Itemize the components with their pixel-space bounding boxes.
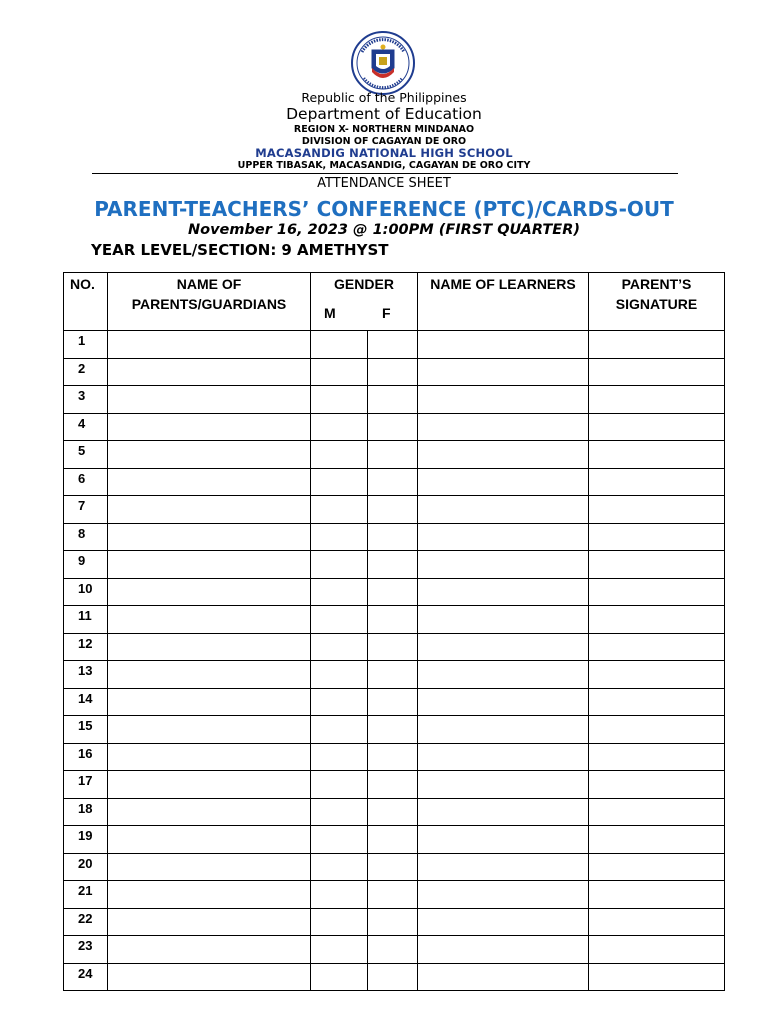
signature-cell[interactable]	[589, 963, 725, 991]
deped-seal-logo	[348, 30, 418, 96]
learner-name-cell[interactable]	[418, 413, 589, 441]
gender-f-cell[interactable]	[368, 413, 418, 441]
sheet-date: November 16, 2023 @ 1:00PM (FIRST QUARTER)	[187, 222, 580, 238]
learner-name-cell[interactable]	[418, 578, 589, 606]
gender-m-cell[interactable]	[311, 688, 368, 716]
parent-name-cell[interactable]	[108, 688, 311, 716]
row-number: 7	[64, 496, 108, 524]
parent-name-cell[interactable]	[108, 798, 311, 826]
signature-cell[interactable]	[589, 881, 725, 909]
row-number: 14	[64, 688, 108, 716]
learner-name-cell[interactable]	[418, 826, 589, 854]
gender-f-cell[interactable]	[368, 331, 418, 359]
gender-m-cell[interactable]	[311, 908, 368, 936]
parent-name-cell[interactable]	[108, 853, 311, 881]
signature-cell[interactable]	[589, 606, 725, 634]
gender-f-cell[interactable]	[368, 441, 418, 469]
learner-name-cell[interactable]	[418, 661, 589, 689]
parent-name-cell[interactable]	[108, 661, 311, 689]
signature-cell[interactable]	[589, 633, 725, 661]
table-row	[64, 771, 725, 799]
parent-name-cell[interactable]	[108, 413, 311, 441]
signature-cell[interactable]	[589, 331, 725, 359]
gender-m-cell[interactable]	[311, 881, 368, 909]
parent-name-cell[interactable]	[108, 551, 311, 579]
learner-name-cell[interactable]	[418, 798, 589, 826]
gender-f-cell[interactable]	[368, 358, 418, 386]
gender-m-cell[interactable]	[311, 413, 368, 441]
gender-f-cell[interactable]	[368, 826, 418, 854]
signature-cell[interactable]	[589, 743, 725, 771]
learner-name-cell[interactable]	[418, 908, 589, 936]
gender-m-cell[interactable]	[311, 386, 368, 414]
signature-cell[interactable]	[589, 358, 725, 386]
region-line: REGION X- NORTHERN MINDANAO	[293, 124, 475, 135]
signature-cell[interactable]	[589, 771, 725, 799]
gender-f-cell[interactable]	[368, 963, 418, 991]
table-row	[64, 881, 725, 909]
signature-cell[interactable]	[589, 826, 725, 854]
table-row	[64, 716, 725, 744]
table-row	[64, 661, 725, 689]
gender-f-cell[interactable]	[368, 551, 418, 579]
row-number: 2	[64, 358, 108, 386]
signature-cell[interactable]	[589, 468, 725, 496]
parent-name-cell[interactable]	[108, 441, 311, 469]
department-name: Department of Education	[286, 105, 482, 123]
gender-m-cell[interactable]	[311, 358, 368, 386]
parent-name-cell[interactable]	[108, 716, 311, 744]
gender-f-cell[interactable]	[368, 386, 418, 414]
learner-name-cell[interactable]	[418, 551, 589, 579]
parent-name-cell[interactable]	[108, 936, 311, 964]
gender-f-cell[interactable]	[368, 523, 418, 551]
table-row	[64, 826, 725, 854]
gender-f-cell[interactable]	[368, 688, 418, 716]
row-number: 4	[64, 413, 108, 441]
parent-name-cell[interactable]	[108, 963, 311, 991]
gender-f-cell[interactable]	[368, 606, 418, 634]
col-gender-header: GENDER M F	[311, 273, 418, 331]
signature-cell[interactable]	[589, 798, 725, 826]
signature-cell[interactable]	[589, 413, 725, 441]
row-number: 13	[64, 661, 108, 689]
learner-name-cell[interactable]	[418, 523, 589, 551]
learner-name-cell[interactable]	[418, 331, 589, 359]
parent-name-cell[interactable]	[108, 908, 311, 936]
parent-name-cell[interactable]	[108, 826, 311, 854]
table-row	[64, 441, 725, 469]
row-number: 19	[64, 826, 108, 854]
gender-f-cell[interactable]	[368, 798, 418, 826]
learner-name-cell[interactable]	[418, 881, 589, 909]
school-address: UPPER TIBASAK, MACASANDIG, CAGAYAN DE ORO CITY	[237, 160, 531, 171]
parent-name-cell[interactable]	[108, 523, 311, 551]
row-number: 23	[64, 936, 108, 964]
learner-name-cell[interactable]	[418, 963, 589, 991]
gender-m-label: M	[324, 305, 336, 321]
row-number: 18	[64, 798, 108, 826]
gender-f-cell[interactable]	[368, 936, 418, 964]
gender-f-cell[interactable]	[368, 716, 418, 744]
table-row	[64, 853, 725, 881]
learner-name-cell[interactable]	[418, 688, 589, 716]
table-row	[64, 633, 725, 661]
table-row	[64, 331, 725, 359]
gender-f-cell[interactable]	[368, 633, 418, 661]
gender-m-cell[interactable]	[311, 661, 368, 689]
parent-name-cell[interactable]	[108, 331, 311, 359]
row-number: 8	[64, 523, 108, 551]
sheet-title: PARENT-TEACHERS’ CONFERENCE (PTC)/CARDS-OUT	[94, 197, 674, 221]
gender-f-cell[interactable]	[368, 771, 418, 799]
parent-name-cell[interactable]	[108, 358, 311, 386]
row-number: 22	[64, 908, 108, 936]
parent-name-cell[interactable]	[108, 468, 311, 496]
table-header-row	[64, 273, 725, 331]
gender-m-cell[interactable]	[311, 633, 368, 661]
row-number: 15	[64, 716, 108, 744]
table-row	[64, 523, 725, 551]
signature-cell[interactable]	[589, 688, 725, 716]
table-row	[64, 496, 725, 524]
signature-cell[interactable]	[589, 496, 725, 524]
gender-f-cell[interactable]	[368, 908, 418, 936]
republic-line: Republic of the Philippines	[301, 90, 467, 105]
parent-name-cell[interactable]	[108, 606, 311, 634]
gender-m-cell[interactable]	[311, 523, 368, 551]
gender-m-cell[interactable]	[311, 963, 368, 991]
learner-name-cell[interactable]	[418, 441, 589, 469]
parent-name-cell[interactable]	[108, 881, 311, 909]
learner-name-cell[interactable]	[418, 771, 589, 799]
table-row	[64, 358, 725, 386]
table-row	[64, 908, 725, 936]
table-row	[64, 606, 725, 634]
learner-name-cell[interactable]	[418, 358, 589, 386]
row-number: 20	[64, 853, 108, 881]
learner-name-cell[interactable]	[418, 716, 589, 744]
section-label: YEAR LEVEL/SECTION:	[91, 241, 277, 259]
row-number: 12	[64, 633, 108, 661]
gender-m-cell[interactable]	[311, 606, 368, 634]
parent-name-cell[interactable]	[108, 496, 311, 524]
gender-f-cell[interactable]	[368, 661, 418, 689]
gender-m-cell[interactable]	[311, 936, 368, 964]
signature-cell[interactable]	[589, 386, 725, 414]
table-row	[64, 936, 725, 964]
gender-f-cell[interactable]	[368, 468, 418, 496]
signature-cell[interactable]	[589, 853, 725, 881]
learner-name-cell[interactable]	[418, 468, 589, 496]
col-name-header: NAME OF PARENTS/GUARDIANS	[108, 273, 311, 331]
table-row	[64, 386, 725, 414]
row-number: 10	[64, 578, 108, 606]
gender-m-cell[interactable]	[311, 496, 368, 524]
row-number: 6	[64, 468, 108, 496]
signature-cell[interactable]	[589, 661, 725, 689]
col-signature-header: PARENT’S SIGNATURE	[589, 273, 725, 331]
gender-m-cell[interactable]	[311, 743, 368, 771]
gender-m-cell[interactable]	[311, 551, 368, 579]
row-number: 21	[64, 881, 108, 909]
parent-name-cell[interactable]	[108, 743, 311, 771]
gender-m-cell[interactable]	[311, 798, 368, 826]
gender-f-cell[interactable]	[368, 853, 418, 881]
row-number: 24	[64, 963, 108, 991]
gender-f-label: F	[382, 305, 391, 321]
parent-name-cell[interactable]	[108, 633, 311, 661]
row-number: 1	[64, 331, 108, 359]
table-row	[64, 413, 725, 441]
parent-name-cell[interactable]	[108, 578, 311, 606]
attendance-table	[63, 272, 725, 991]
signature-cell[interactable]	[589, 523, 725, 551]
parent-name-cell[interactable]	[108, 386, 311, 414]
learner-name-cell[interactable]	[418, 606, 589, 634]
signature-cell[interactable]	[589, 908, 725, 936]
table-row	[64, 743, 725, 771]
gender-m-cell[interactable]	[311, 826, 368, 854]
parent-name-cell[interactable]	[108, 771, 311, 799]
learner-name-cell[interactable]	[418, 743, 589, 771]
table-row	[64, 798, 725, 826]
signature-cell[interactable]	[589, 716, 725, 744]
row-number: 3	[64, 386, 108, 414]
learner-name-cell[interactable]	[418, 633, 589, 661]
header-divider	[92, 173, 678, 174]
col-no-header: NO.	[64, 273, 108, 331]
row-number: 16	[64, 743, 108, 771]
section-value: 9 AMETHYST	[281, 241, 389, 259]
row-number: 5	[64, 441, 108, 469]
row-number: 17	[64, 771, 108, 799]
gender-m-cell[interactable]	[311, 771, 368, 799]
school-name: MACASANDIG NATIONAL HIGH SCHOOL	[255, 146, 513, 160]
gender-f-cell[interactable]	[368, 578, 418, 606]
col-learners-header: NAME OF LEARNERS	[418, 273, 589, 331]
gender-f-cell[interactable]	[368, 881, 418, 909]
gender-m-cell[interactable]	[311, 331, 368, 359]
table-row	[64, 551, 725, 579]
gender-m-cell[interactable]	[311, 716, 368, 744]
learner-name-cell[interactable]	[418, 496, 589, 524]
row-number: 11	[64, 606, 108, 634]
gender-f-cell[interactable]	[368, 743, 418, 771]
signature-cell[interactable]	[589, 551, 725, 579]
table-row	[64, 688, 725, 716]
learner-name-cell[interactable]	[418, 853, 589, 881]
table-row	[64, 468, 725, 496]
learner-name-cell[interactable]	[418, 386, 589, 414]
learner-name-cell[interactable]	[418, 936, 589, 964]
gender-m-cell[interactable]	[311, 441, 368, 469]
gender-m-cell[interactable]	[311, 853, 368, 881]
year-level-section	[91, 241, 389, 259]
row-number: 9	[64, 551, 108, 579]
table-row	[64, 963, 725, 991]
gender-m-cell[interactable]	[311, 578, 368, 606]
signature-cell[interactable]	[589, 441, 725, 469]
signature-cell[interactable]	[589, 578, 725, 606]
signature-cell[interactable]	[589, 936, 725, 964]
gender-m-cell[interactable]	[311, 468, 368, 496]
table-row	[64, 578, 725, 606]
division-line: DIVISION OF CAGAYAN DE ORO	[301, 136, 467, 147]
gender-f-cell[interactable]	[368, 496, 418, 524]
sheet-subtitle: ATTENDANCE SHEET	[317, 176, 451, 191]
